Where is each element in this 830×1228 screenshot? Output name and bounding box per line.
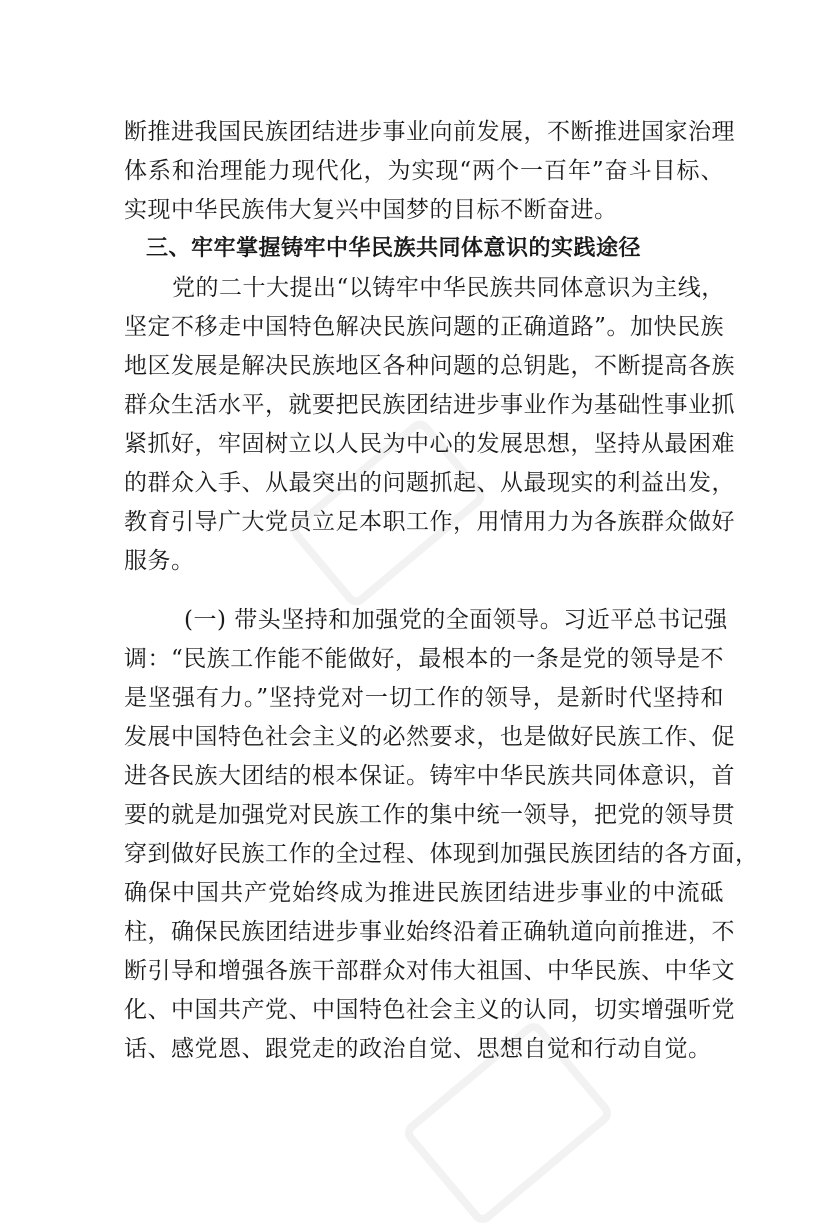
text-line: 断引导和增强各族干部群众对伟大祖国、中华民族、中华文: [124, 958, 735, 984]
text-line: 教育引导广大党员立足本职工作，用情用力为各族群众做好: [124, 509, 735, 535]
text-line: 确保中国共产党始终成为推进民族团结进步事业的中流砥: [124, 880, 724, 906]
text-line: 体系和治理能力现代化，为实现“两个一百年”奋斗目标、: [124, 158, 724, 184]
text-line: 话、感党恩、跟党走的政治自觉、思想自觉和行动自觉。: [124, 1036, 712, 1062]
text-line: 实现中华民族伟大复兴中国梦的目标不断奋进。: [124, 197, 618, 223]
text-line: 进各民族大团结的根本保证。铸牢中华民族共同体意识，首: [124, 763, 735, 789]
text-line: 地区发展是解决民族地区各种问题的总钥匙，不断提高各族: [124, 353, 735, 379]
text-line: 化、中国共产党、中国特色社会主义的认同，切实增强听党: [124, 997, 735, 1023]
text-line: 群众生活水平，就要把民族团结进步事业作为基础性事业抓: [124, 392, 735, 418]
section-heading: 三、牢牢掌握铸牢中华民族共同体意识的实践途径: [146, 236, 642, 261]
text-line: 的群众入手、从最突出的问题抓起、从最现实的利益出发，: [124, 470, 735, 496]
text-line: 坚定不移走中国特色解决民族问题的正确道路”。加快民族: [124, 314, 724, 340]
text-line: 要的就是加强党对民族工作的集中统一领导，把党的领导贯: [124, 802, 735, 828]
subsection-line: (一) 带头坚持和加强党的全面领导。习近平总书记强: [184, 607, 728, 633]
text-line: 穿到做好民族工作的全过程、体现到加强民族团结的各方面，: [124, 841, 759, 867]
text-line: 发展中国特色社会主义的必然要求，也是做好民族工作、促: [124, 724, 735, 750]
text-line: 断推进我国民族团结进步事业向前发展，不断推进国家治理: [124, 119, 735, 145]
text-line: 调：“民族工作能不能做好，最根本的一条是党的领导是不: [124, 646, 724, 672]
text-line: 紧抓好，牢固树立以人民为中心的发展思想，坚持从最困难: [124, 431, 735, 457]
text-line: 柱，确保民族团结进步事业始终沿着正确轨道向前推进，不: [124, 919, 735, 945]
text-line: 党的二十大提出“以铸牢中华民族共同体意识为主线，: [172, 275, 725, 301]
text-line: 服务。: [124, 548, 195, 574]
text-line: 是坚强有力。”坚持党对一切工作的领导，是新时代坚持和: [124, 685, 724, 711]
